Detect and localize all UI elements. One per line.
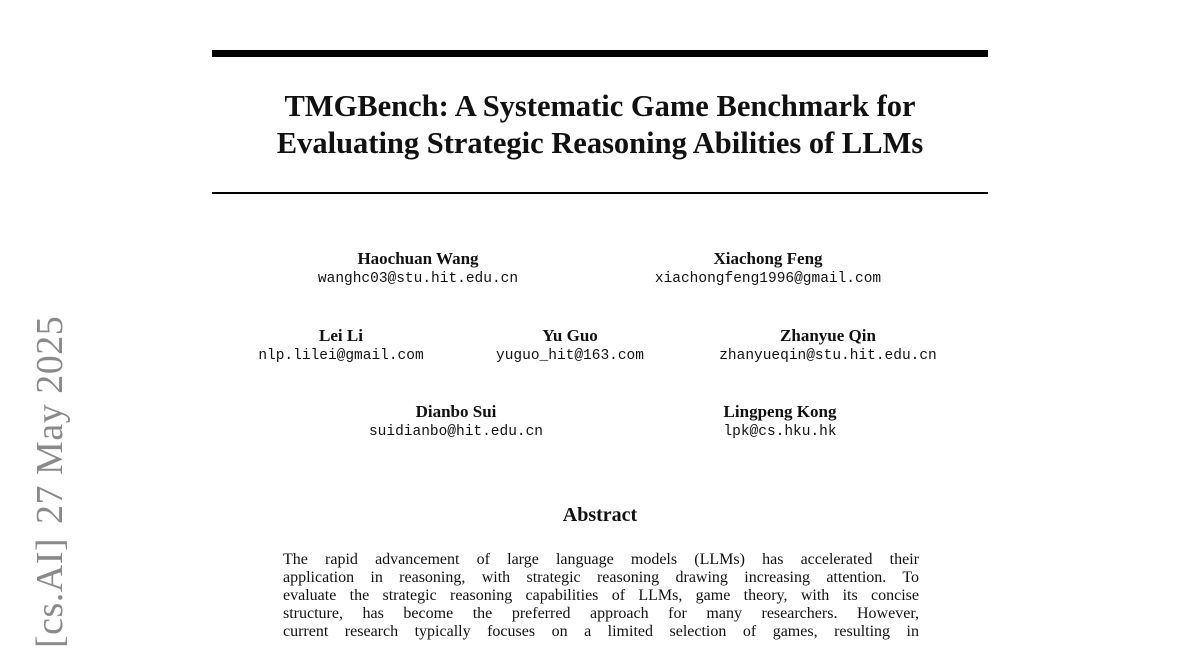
abstract-line: evaluate the strategic reasoning capabilities of LLMs, game theory, with its concise [283,587,919,604]
abstract-line: current research typically focuses on a limited selection of games, resulting in [283,623,919,640]
author-email: suidianbo@hit.edu.cn [368,424,544,440]
arxiv-category: [cs.AI] [29,537,71,648]
author-block [478,326,662,366]
author-email: nlp.lilei@gmail.com [258,348,424,364]
author-name: Xiachong Feng [713,249,823,268]
author-name: Zhanyue Qin [780,326,876,345]
author-name: Lingpeng Kong [723,402,837,421]
author-block [630,249,906,289]
title-bottom-rule [212,192,988,194]
abstract-heading: Abstract [562,504,638,526]
abstract-line: The rapid advancement of large language models (LLMs) has accelerated their [283,551,919,568]
author-block [700,402,860,442]
author-block [300,249,536,289]
author-email: yuguo_hit@163.com [496,348,644,364]
author-name: Haochuan Wang [357,249,479,268]
abstract-line: structure, has become the preferred approach for many researchers. However, [283,605,919,622]
title-line-2: Evaluating Strategic Reasoning Abilities of LLMs [276,126,924,160]
paper-title [212,88,988,162]
title-top-rule [212,50,988,57]
author-email: lpk@cs.hku.hk [723,424,837,440]
author-name: Lei Li [319,326,363,345]
abstract-line: application in reasoning, with strategic reasoning drawing increasing attention. To [283,569,919,586]
author-email: zhanyueqin@stu.hit.edu.cn [719,348,937,364]
author-block [240,326,442,366]
abstract-body [283,551,919,641]
author-name: Dianbo Sui [415,402,497,421]
author-name: Yu Guo [542,326,598,345]
arxiv-stamp [30,316,70,648]
author-block [696,326,960,366]
author-email: xiachongfeng1996@gmail.com [654,271,882,287]
arxiv-date: 27 May 2025 [29,315,71,524]
author-email: wanghc03@stu.hit.edu.cn [317,271,519,287]
title-line-1: TMGBench: A Systematic Game Benchmark for [284,89,916,123]
author-block [350,402,562,442]
